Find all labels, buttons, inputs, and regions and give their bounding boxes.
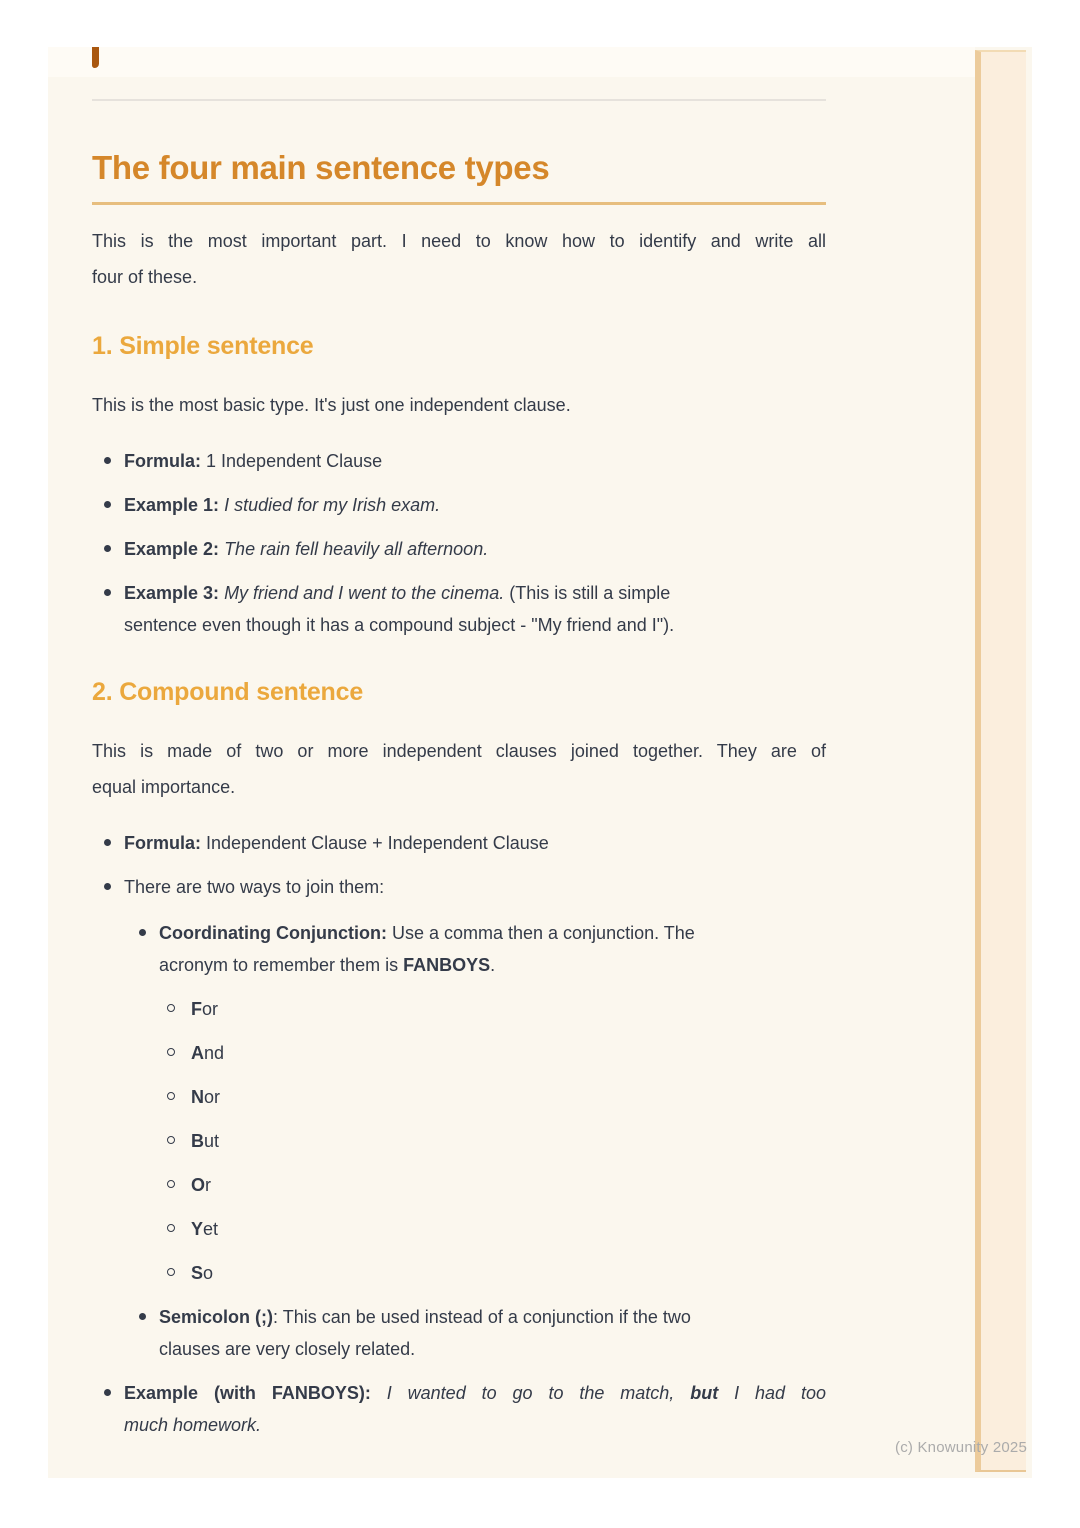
list-item xyxy=(92,871,826,1365)
text-line: Yet xyxy=(191,1219,219,1239)
watermark: (c) Knowunity 2025 xyxy=(895,1439,1028,1456)
list-item xyxy=(92,533,826,565)
text-line: But xyxy=(191,1131,220,1151)
section-lead xyxy=(92,387,826,423)
document-content xyxy=(92,47,826,1453)
text-line: much homework. xyxy=(124,1415,262,1435)
intro-paragraph xyxy=(92,223,826,295)
section-heading: 1. Simple sentence xyxy=(92,332,314,360)
text-line: And xyxy=(191,1043,225,1063)
list-item xyxy=(92,827,826,859)
text-line: sentence even though it has a compound subject - "My friend and I"). xyxy=(124,615,675,635)
text-line: This is the most basic type. It's just one independent clause. xyxy=(92,395,571,415)
bullet-list-level-1 xyxy=(92,827,826,1441)
text-line: Coordinating Conjunction: Use a comma then a conjunction. The xyxy=(159,923,695,943)
list-item xyxy=(92,445,826,477)
text-line: Semicolon (;): This can be used instead of a conjunction if the two xyxy=(159,1307,691,1327)
list-item xyxy=(124,917,826,1289)
list-item xyxy=(92,577,826,641)
sections xyxy=(92,331,826,1441)
bullet-list-level-2 xyxy=(124,917,826,1365)
section-divider xyxy=(92,99,826,101)
text-line: Formula: Independent Clause + Independent Clause xyxy=(124,833,549,853)
title-underline xyxy=(92,202,826,205)
list-item xyxy=(159,1213,826,1245)
section-heading: 2. Compound sentence xyxy=(92,678,364,706)
section-lead xyxy=(92,733,826,805)
text-line: This is made of two or more independent clauses joined together. They are of xyxy=(92,741,826,761)
list-item xyxy=(159,1169,826,1201)
text-line: Example (with FANBOYS): I wanted to go to the match, but I had too xyxy=(124,1383,826,1403)
text-line: four of these. xyxy=(92,267,198,287)
text-line: Formula: 1 Independent Clause xyxy=(124,451,383,471)
text-line: Nor xyxy=(191,1087,221,1107)
text-line: This is the most important part. I need to know how to identify and write all xyxy=(92,231,826,251)
text-line: acronym to remember them is FANBOYS. xyxy=(159,955,496,975)
section-2 xyxy=(92,677,826,1441)
list-item xyxy=(92,489,826,521)
section-1 xyxy=(92,331,826,641)
text-line: clauses are very closely related. xyxy=(159,1339,416,1359)
text-line: For xyxy=(191,999,219,1019)
text-line: Example 2: The rain fell heavily all afternoon. xyxy=(124,539,489,559)
bullet-list-level-1 xyxy=(92,445,826,641)
bullet-list-level-3 xyxy=(159,993,826,1289)
text-line: Example 1: I studied for my Irish exam. xyxy=(124,495,441,515)
list-item xyxy=(159,1125,826,1157)
page-title: The four main sentence types xyxy=(92,149,550,186)
text-line: There are two ways to join them: xyxy=(124,877,385,897)
list-item xyxy=(159,993,826,1025)
list-item xyxy=(159,1081,826,1113)
page-edge-strip xyxy=(975,50,1026,1472)
text-line: Example 3: My friend and I went to the cinema. (This is still a simple xyxy=(124,583,671,603)
list-item xyxy=(159,1037,826,1069)
text-line: So xyxy=(191,1263,214,1283)
list-item xyxy=(159,1257,826,1289)
note-card xyxy=(48,47,1032,1478)
text-line: Or xyxy=(191,1175,212,1195)
list-item xyxy=(92,1377,826,1441)
list-item xyxy=(124,1301,826,1365)
text-line: equal importance. xyxy=(92,777,236,797)
